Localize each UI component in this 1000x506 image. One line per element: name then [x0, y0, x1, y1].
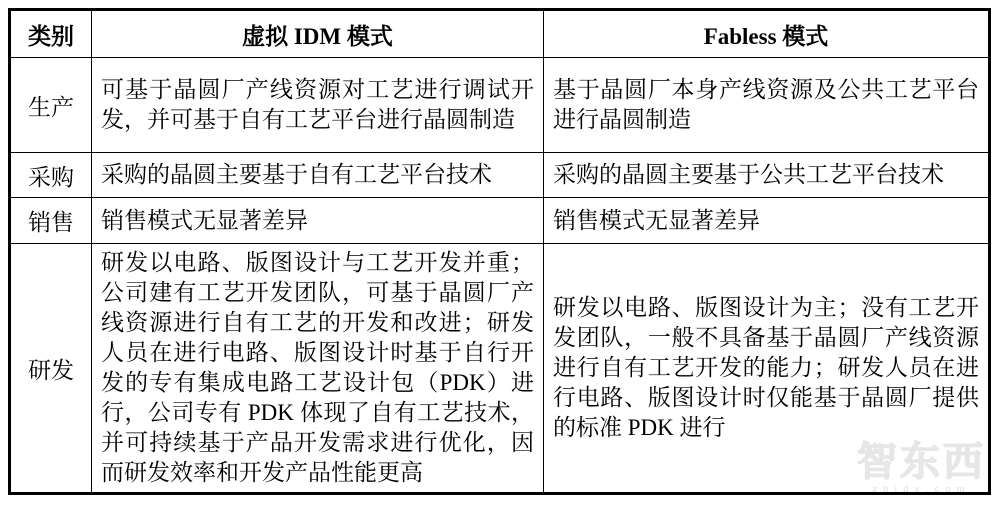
- table-row-rnd: [10, 244, 990, 494]
- header-fabless: Fabless 模式: [544, 10, 990, 58]
- cell-procurement-idm: 采购的晶圆主要基于自有工艺平台技术: [92, 153, 544, 198]
- row-label-procurement: 采购: [10, 153, 92, 198]
- table-row-production: [10, 58, 990, 153]
- table-row-sales: [10, 198, 990, 244]
- cell-rnd-fabless: 研发以电路、版图设计为主；没有工艺开发团队，一般不具备基于晶圆厂产线资源进行自有工艺开发的能力；研发人员在进行电路、版图设计时仅能基于晶圆厂提供的标准 PDK 进行: [544, 244, 990, 494]
- cell-rnd-idm: 研发以电路、版图设计与工艺开发并重；公司建有工艺开发团队，可基于晶圆厂产线资源进行自有工艺的开发和改进；研发人员在进行电路、版图设计时基于自行开发的专有集成电路工艺设计包（PDK）进行，公司专有 PDK 体现了自有工艺技术，并可持续基于产品开发需求进行优化，因而研发效率和开发产品性能更高: [92, 244, 544, 494]
- row-label-production: 生产: [10, 58, 92, 153]
- zhidongxi-domain: zhidx.com: [872, 484, 971, 494]
- row-label-rnd: 研发: [10, 244, 92, 494]
- cell-sales-fabless: 销售模式无显著差异: [544, 198, 990, 244]
- cell-sales-idm: 销售模式无显著差异: [92, 198, 544, 244]
- header-virtual-idm: 虚拟 IDM 模式: [92, 10, 544, 58]
- comparison-table: [8, 8, 991, 495]
- cell-production-fabless: 基于晶圆厂本身产线资源及公共工艺平台进行晶圆制造: [544, 58, 990, 153]
- zhidongxi-logo: 智东西: [857, 440, 986, 484]
- cell-procurement-fabless: 采购的晶圆主要基于公共工艺平台技术: [544, 153, 990, 198]
- row-label-sales: 销售: [10, 198, 92, 244]
- table-row-procurement: [10, 153, 990, 198]
- cell-production-idm: 可基于晶圆厂产线资源对工艺进行调试开发，并可基于自有工艺平台进行晶圆制造: [92, 58, 544, 153]
- table-header-row: [10, 10, 990, 58]
- header-category: 类别: [10, 10, 92, 58]
